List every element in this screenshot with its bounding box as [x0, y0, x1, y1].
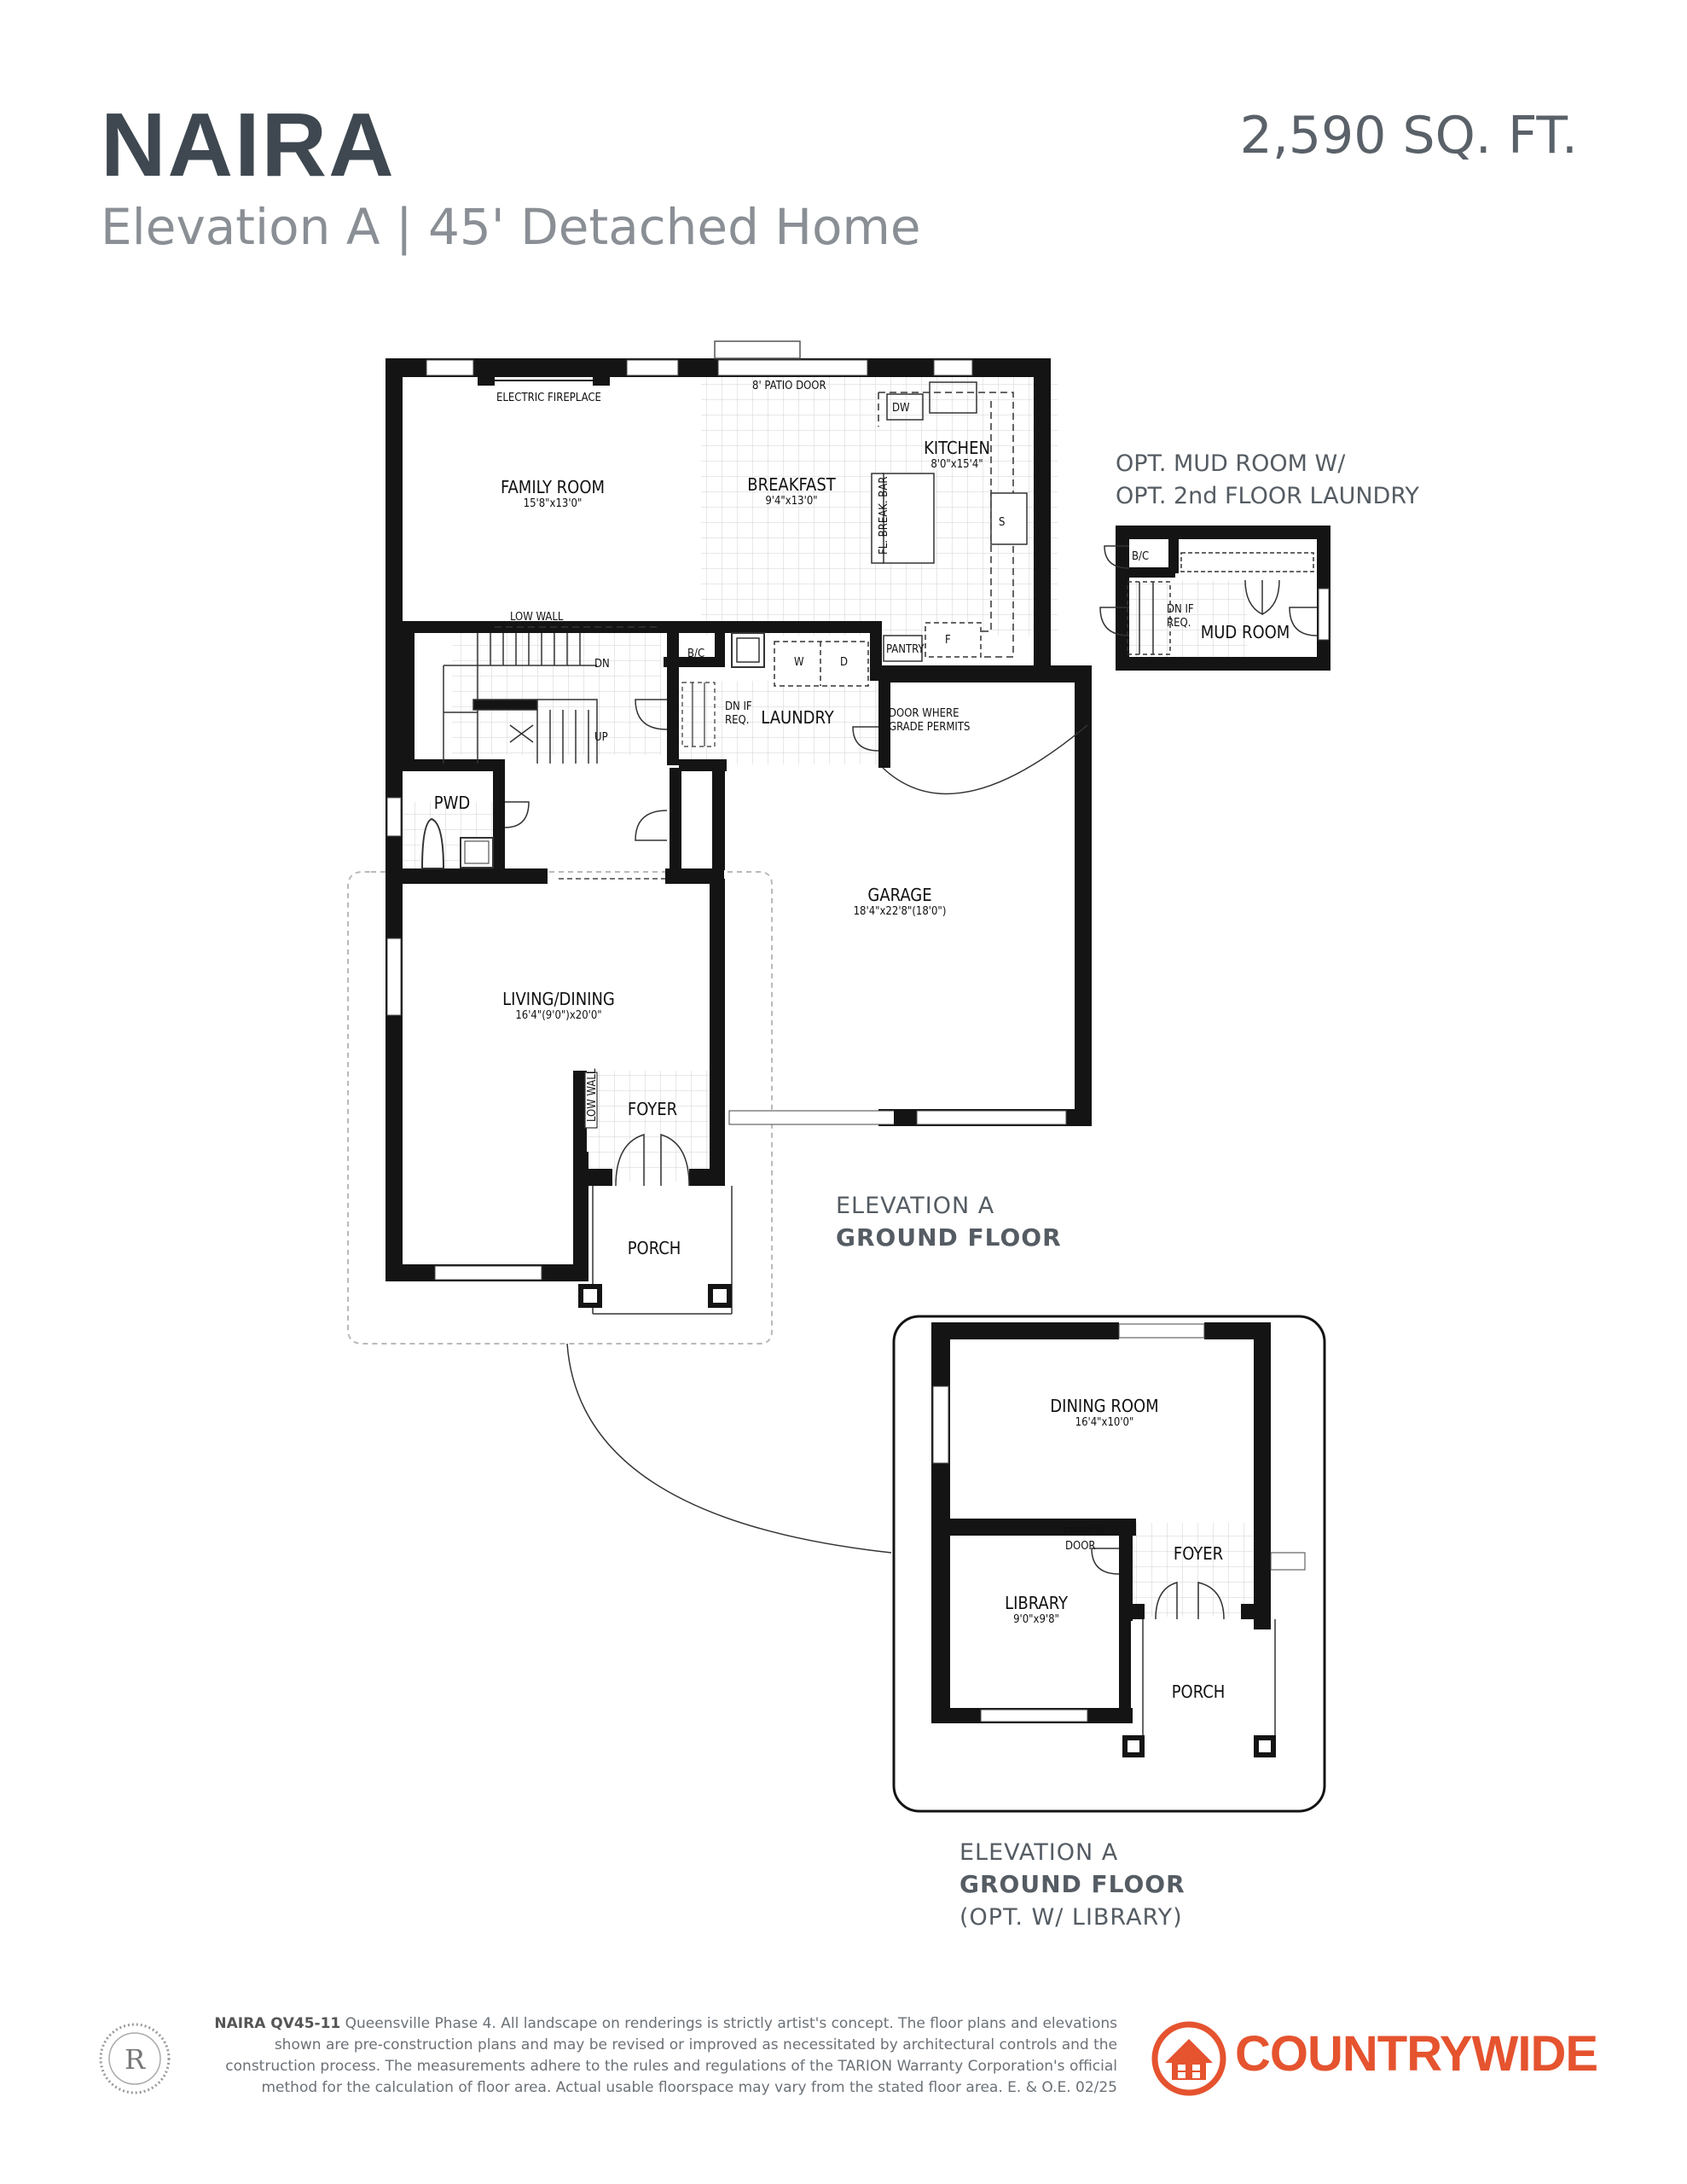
stair-tile-area	[452, 627, 661, 755]
main-caption-line2: GROUND FLOOR	[836, 1223, 1062, 1252]
fridge-label: F	[945, 634, 951, 647]
main-caption-line1: ELEVATION A	[836, 1193, 995, 1219]
page-title: NAIRA	[101, 95, 396, 195]
foyer-low-wall-label: LOW WALL	[586, 1068, 599, 1122]
sink-label: S	[999, 516, 1006, 529]
laundry-dn-if-label: DN IF	[725, 700, 752, 713]
footer-disclaimer-text: Queensville Phase 4. All landscape on renderings is strictly artist's concept. The floor plans and elevations shown are pre-construction plans and may be revised or improved as necessitated by architectural controls and the construction process. The measurements adhere to the rules and regulations of the TARION Warranty Corporation's official method for the calculation of floor area. Actual usable floorspace may vary from the stated floor area. E. & O.E. 02/25	[225, 2015, 1117, 2096]
foyer-label: FOYER	[627, 1099, 678, 1119]
library-caption-line3: (OPT. W/ LIBRARY)	[959, 1904, 1183, 1931]
family-room-label: FAMILY ROOM	[500, 477, 606, 497]
dining-room-label: DINING ROOM	[1050, 1396, 1159, 1416]
mud-room-bc-label: B/C	[1132, 550, 1150, 563]
footer-model: NAIRA QV45-11	[214, 2015, 341, 2032]
electric-fireplace-label: ELECTRIC FIREPLACE	[496, 392, 601, 404]
patio-door-label: 8' PATIO DOOR	[752, 380, 826, 392]
french-door-label-1: FRENCH	[1064, 1526, 1104, 1539]
footer-disclaimer	[196, 2013, 1117, 2099]
mud-room-title-line2: OPT. 2nd FLOOR LAUNDRY	[1116, 483, 1419, 509]
porch-label: PORCH	[627, 1238, 681, 1258]
library-option	[894, 1316, 1325, 1811]
house-icon	[1155, 2024, 1223, 2093]
square-footage: 2,590 SQ. FT.	[1239, 106, 1578, 166]
washer-label: W	[794, 656, 804, 669]
family-room-dim: 15'8"x13'0"	[523, 497, 583, 510]
library-label: LIBRARY	[1005, 1593, 1068, 1613]
library-foyer-label: FOYER	[1173, 1543, 1224, 1564]
seal-logo	[101, 2024, 169, 2093]
mud-room-req-label: REQ.	[1167, 617, 1191, 630]
seal-letter: R	[124, 2043, 146, 2076]
library-porch-label: PORCH	[1171, 1682, 1226, 1702]
living-dining-label: LIVING/DINING	[502, 989, 615, 1009]
dryer-label: D	[840, 656, 849, 669]
french-door-label-2: DOOR	[1065, 1540, 1096, 1553]
foyer-tile-area	[583, 1071, 710, 1182]
pwd-label: PWD	[433, 793, 471, 813]
garage-dim: 18'4"x22'8"(18'0")	[853, 905, 947, 918]
dishwasher-label: DW	[892, 402, 910, 415]
breakfast-bar-label: FL. BREAK. BAR	[878, 476, 890, 555]
pantry-label: PANTRY	[886, 643, 925, 656]
mud-room-option	[1100, 450, 1419, 671]
breakfast-dim: 9'4"x13'0"	[765, 495, 818, 508]
laundry-label: LAUNDRY	[761, 707, 834, 728]
kitchen-dim: 8'0"x15'4"	[930, 458, 983, 471]
mud-room-label: MUD ROOM	[1200, 622, 1290, 642]
laundry-req-label: REQ.	[725, 714, 750, 727]
door-where-label: DOOR WHERE	[889, 707, 959, 720]
low-wall-label: LOW WALL	[510, 611, 564, 624]
mud-room-title-line1: OPT. MUD ROOM W/	[1116, 450, 1346, 477]
library-dim: 9'0"x9'8"	[1013, 1613, 1059, 1626]
stairs-down-label: DN	[594, 658, 610, 671]
library-caption-line1: ELEVATION A	[959, 1839, 1119, 1866]
dining-room-dim: 16'4"x10'0"	[1075, 1416, 1134, 1429]
library-caption-line2: GROUND FLOOR	[959, 1870, 1186, 1898]
broom-closet-label: B/C	[687, 648, 705, 660]
kitchen-label: KITCHEN	[924, 438, 990, 458]
living-dining-dim: 16'4"(9'0")x20'0"	[515, 1009, 602, 1022]
garage-label: GARAGE	[867, 885, 932, 905]
patio-door-sill	[715, 341, 800, 358]
stairs-up-label: UP	[594, 731, 608, 744]
brand-wordmark: COUNTRYWIDE	[1235, 2026, 1598, 2082]
breakfast-label: BREAKFAST	[747, 474, 836, 495]
grade-permits-label: GRADE PERMITS	[889, 721, 971, 734]
page-subtitle: Elevation A | 45' Detached Home	[101, 198, 921, 256]
main-ground-floor	[348, 341, 1092, 1553]
mud-room-dn-if-label: DN IF	[1167, 603, 1194, 616]
